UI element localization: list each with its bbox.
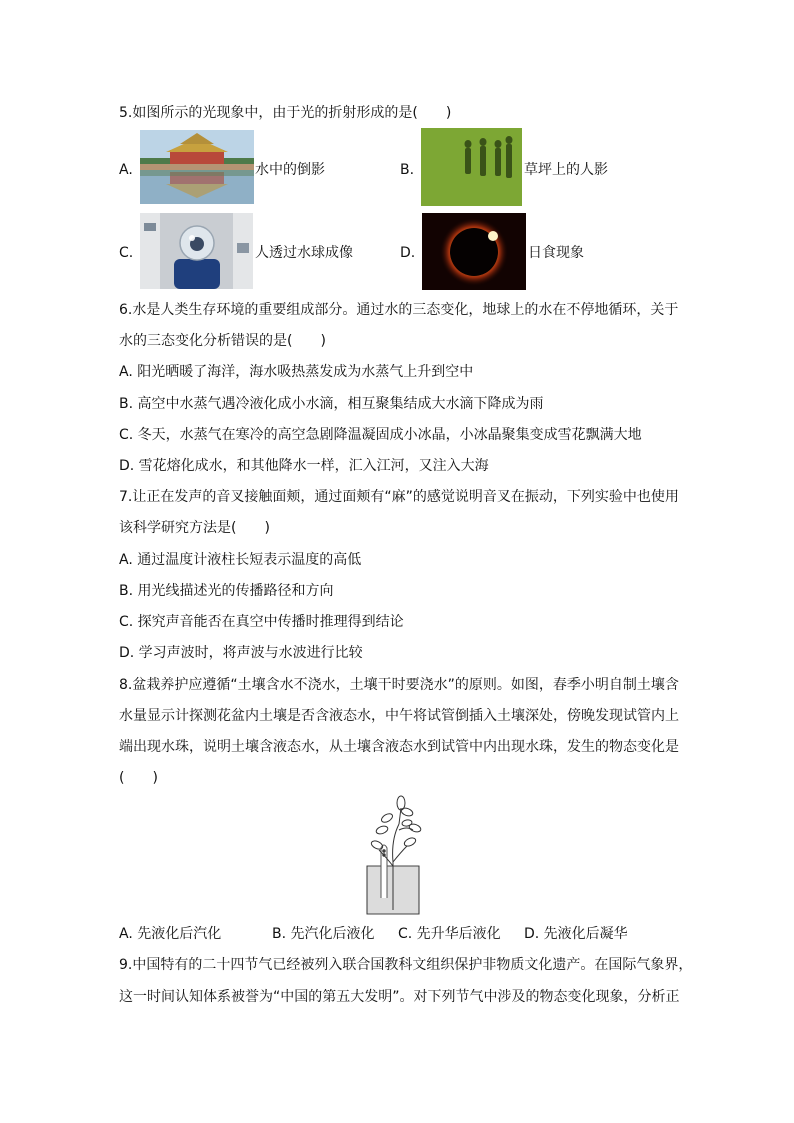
plant-test-tube-diagram (355, 790, 435, 918)
q7-option-d: D. 学习声波时，将声波与水波进行比较 (119, 645, 363, 661)
q7-option-a: A. 通过温度计液柱长短表示温度的高低 (119, 552, 362, 568)
q6-stem-line-1: 6.水是人类生存环境的重要组成部分。通过水的三态变化，地球上的水在不停地循环，关于 (119, 302, 679, 318)
q6-option-c: C. 冬天，水蒸气在寒冷的高空急剧降温凝固成小冰晶，小冰晶聚集变成雪花飘满大地 (119, 427, 642, 443)
q7-option-c: C. 探究声音能否在真空中传播时推理得到结论 (119, 614, 404, 630)
q6-option-d: D. 雪花熔化成水，和其他降水一样，汇入江河，又注入大海 (119, 458, 489, 474)
q7-option-b: B. 用光线描述光的传播路径和方向 (119, 583, 334, 599)
q8-option-a: A. 先液化后汽化 (119, 926, 222, 942)
q9-stem-line-2: 这一时间认知体系被誉为“中国的第五大发明”。对下列节气中涉及的物态变化现象，分析正 (119, 989, 680, 1005)
q5-option-c-letter: C. (119, 245, 134, 261)
q8-option-d: D. 先液化后凝华 (524, 926, 628, 942)
q8-option-c: C. 先升华后液化 (398, 926, 501, 942)
q9-stem-line-1: 9.中国特有的二十四节气已经被列入联合国教科文组织保护非物质文化遗产。在国际气象界， (119, 957, 693, 973)
q5-option-b-caption: 草坪上的人影 (524, 162, 608, 178)
q8-stem-line-4: ( ) (119, 770, 158, 786)
palace-reflection-photo (140, 130, 254, 204)
q5-option-c-caption: 人透过水球成像 (255, 245, 353, 261)
q8-stem-line-3: 端出现水珠，说明土壤含液态水，从土壤含液态水到试管中内出现水珠，发生的物态变化是 (119, 739, 679, 755)
q5-option-b-letter: B. (400, 162, 415, 178)
q7-stem-line-2: 该科学研究方法是( ) (119, 520, 270, 536)
q8-stem-line-2: 水量显示计探测花盆内土壤是否含液态水，中午将试管倒插入土壤深处，傍晚发现试管内上 (119, 708, 679, 724)
q6-stem-line-2: 水的三态变化分析错误的是( ) (119, 333, 326, 349)
q7-stem-line-1: 7.让正在发声的音叉接触面颊，通过面颊有“麻”的感觉说明音叉在振动，下列实验中也使用 (119, 489, 679, 505)
shadows-on-lawn-photo (421, 128, 522, 206)
q6-option-a: A. 阳光晒暖了海洋，海水吸热蒸发成为水蒸气上升到空中 (119, 364, 474, 380)
q5-option-a-letter: A. (119, 162, 133, 178)
q5-option-d-caption: 日食现象 (528, 245, 584, 261)
water-ball-astronaut-photo (140, 213, 253, 289)
q5-option-d-letter: D. (400, 245, 416, 261)
solar-eclipse-photo (422, 213, 526, 290)
q8-stem-line-1: 8.盆栽养护应遵循“土壤含水不浇水，土壤干时要浇水”的原则。如图，春季小明自制土壤含 (119, 677, 679, 693)
q5-option-a-caption: 水中的倒影 (255, 162, 325, 178)
q8-option-b: B. 先汽化后液化 (272, 926, 375, 942)
q6-option-b: B. 高空中水蒸气遇冷液化成小水滴，相互聚集结成大水滴下降成为雨 (119, 396, 544, 412)
q5-stem: 5.如图所示的光现象中，由于光的折射形成的是( ) (119, 105, 452, 121)
